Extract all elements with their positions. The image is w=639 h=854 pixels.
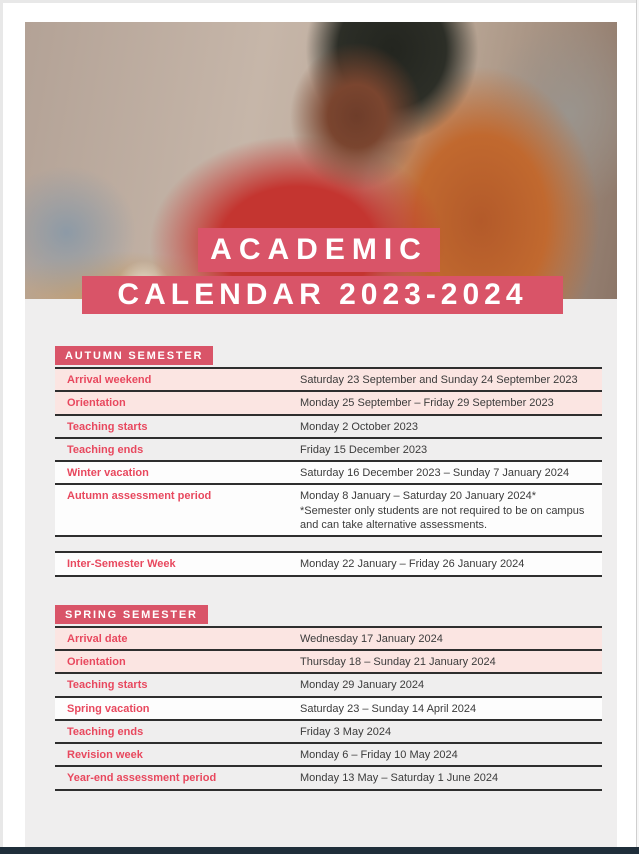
row-value: [300, 462, 602, 483]
row-label: Spring vacation: [67, 702, 150, 715]
row-label: Autumn assessment period: [67, 490, 212, 503]
page-title-line1: ACADEMIC: [210, 233, 428, 266]
row-value: [300, 537, 602, 544]
value-line: Saturday 23 – Sunday 14 April 2024: [300, 702, 477, 715]
value-line: and can take alternative assessments.: [300, 519, 488, 532]
value-line: Monday 25 September – Friday 29 September 2023: [300, 397, 554, 410]
row-value: [300, 721, 602, 742]
row-label: Teaching ends: [67, 725, 144, 738]
section-header-bar: [55, 346, 213, 365]
value-line: Friday 3 May 2024: [300, 725, 392, 738]
table-row: [55, 628, 602, 651]
row-label: Arrival weekend: [67, 374, 152, 386]
value-line: Monday 29 January 2024: [300, 679, 425, 692]
value-line: Monday 2 October 2023: [300, 420, 419, 433]
page-title-line2: CALENDAR 2023-2024: [117, 278, 528, 311]
semester-section: [55, 605, 602, 791]
row-value: [300, 392, 602, 413]
value-line: Friday 15 December 2023: [300, 443, 428, 456]
calendar-table: [55, 626, 602, 791]
value-line: Monday 22 January – Friday 26 January 2024: [300, 558, 525, 571]
row-value: [300, 485, 602, 535]
row-value: [300, 651, 602, 672]
row-value: [300, 553, 602, 574]
table-row: [55, 369, 602, 392]
row-value: [300, 744, 602, 765]
value-line: Saturday 16 December 2023 – Sunday 7 January 2024: [300, 467, 570, 480]
section-title: SPRING SEMESTER: [65, 608, 198, 621]
row-label: Teaching ends: [67, 443, 144, 456]
value-line: Wednesday 17 January 2024: [300, 632, 443, 645]
title-banner-line2: [82, 276, 563, 314]
title-banner-line1: [198, 228, 440, 272]
row-value: [300, 674, 602, 695]
table-row: [55, 744, 602, 767]
section-header-bar: [55, 605, 208, 624]
viewer-frame-top: [0, 0, 639, 3]
table-row: [55, 674, 602, 697]
table-row: [55, 485, 602, 537]
table-row: [55, 767, 602, 790]
value-line: *Semester only students are not required to be on campus: [300, 504, 585, 517]
row-label: Teaching starts: [67, 420, 148, 433]
table-row: [55, 439, 602, 462]
row-label: Arrival date: [67, 632, 128, 645]
table-row: [55, 537, 602, 553]
row-label: Orientation: [67, 655, 126, 668]
viewer-frame-left: [0, 0, 3, 854]
value-line: Saturday 23 September and Sunday 24 September 2023: [300, 374, 578, 386]
value-line: Monday 8 January – Saturday 20 January 2024*: [300, 490, 537, 503]
table-row: [55, 392, 602, 415]
table-row: [55, 721, 602, 744]
row-value: [300, 767, 602, 788]
calendar-sections: [25, 299, 617, 847]
row-label: [55, 537, 300, 544]
row-label: Inter-Semester Week: [67, 558, 176, 571]
semester-section: [55, 346, 602, 577]
table-row: [55, 416, 602, 439]
row-value: [300, 369, 602, 390]
next-page-edge-bar: [0, 847, 639, 854]
table-row: [55, 462, 602, 485]
calendar-table: [55, 367, 602, 577]
row-value: [300, 698, 602, 719]
row-label: Teaching starts: [67, 679, 148, 692]
row-label: Year-end assessment period: [67, 772, 217, 785]
row-label: Orientation: [67, 397, 126, 410]
row-value: [300, 416, 602, 437]
value-line: Monday 13 May – Saturday 1 June 2024: [300, 772, 499, 785]
value-line: Monday 6 – Friday 10 May 2024: [300, 749, 458, 762]
table-row: [55, 553, 602, 576]
row-value: [300, 628, 602, 649]
value-line: Thursday 18 – Sunday 21 January 2024: [300, 655, 496, 668]
row-value: [300, 439, 602, 460]
table-row: [55, 698, 602, 721]
row-label: Revision week: [67, 749, 143, 762]
row-label: Winter vacation: [67, 467, 149, 480]
table-row: [55, 651, 602, 674]
section-title: AUTUMN SEMESTER: [65, 350, 204, 362]
